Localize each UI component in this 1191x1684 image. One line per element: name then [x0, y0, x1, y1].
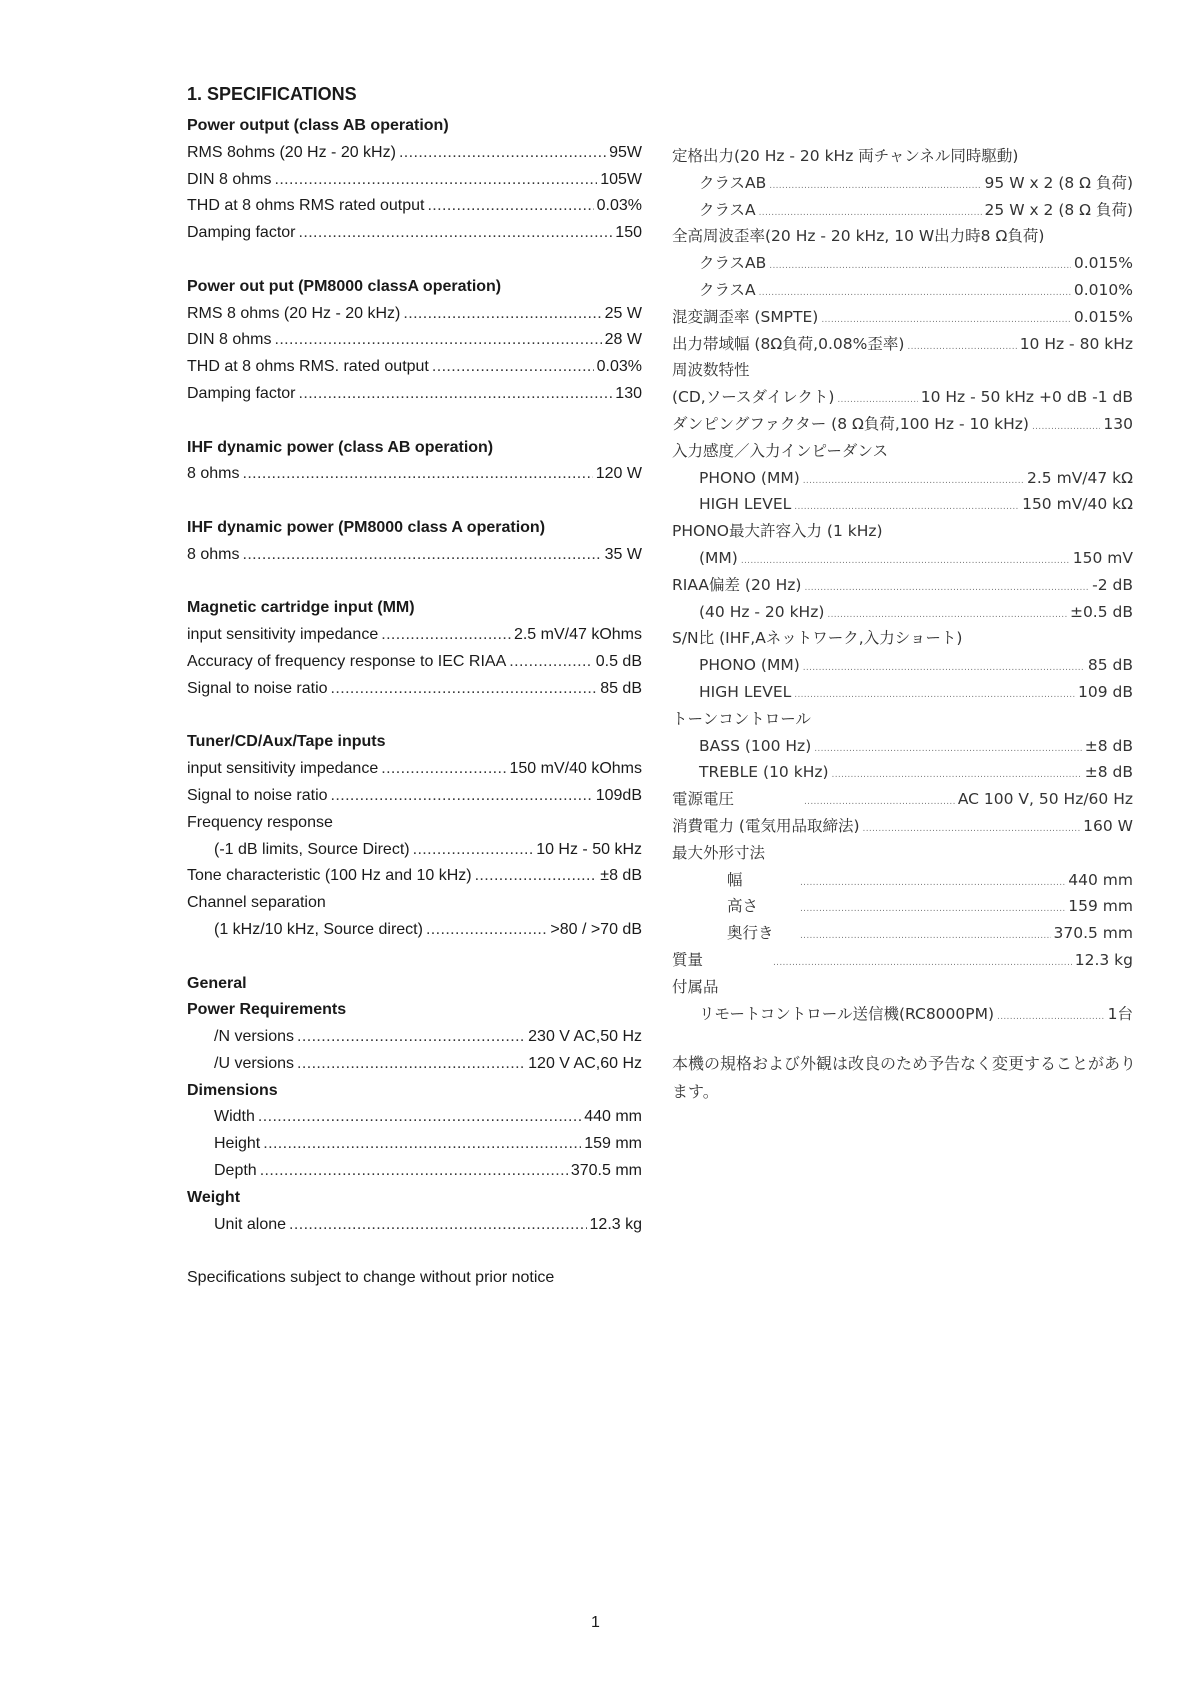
- section-heading: Power output (class AB operation): [187, 117, 449, 134]
- section-heading: IHF dynamic power (PM8000 class A operation): [187, 518, 546, 536]
- spec-text: S/N比 (IHF,Aネットワーク,入力ショート): [672, 629, 963, 648]
- spec-row: [187, 676, 642, 703]
- spec-label: Depth: [214, 1162, 257, 1180]
- spec-value: 0.015%: [1073, 307, 1133, 326]
- leader-dots: [794, 682, 1075, 709]
- leader-dots: [804, 789, 955, 816]
- spec-value: 85 dB: [600, 679, 642, 697]
- spec-row: [187, 327, 642, 354]
- leader-dots: [800, 923, 1051, 950]
- spec-value: 440 mm: [584, 1108, 642, 1126]
- spec-value: 1台: [1107, 1004, 1133, 1023]
- spec-label: 質量: [672, 950, 704, 969]
- leader-dots: [299, 220, 613, 247]
- spec-row: [672, 652, 1133, 679]
- spec-label: Height: [214, 1135, 261, 1153]
- spec-text: Channel separation: [187, 894, 326, 912]
- spec-value: 2.5 mV/47 kΩ: [1027, 468, 1133, 487]
- leader-dots: [297, 1051, 525, 1078]
- spec-label: 奥行き: [727, 924, 774, 943]
- spec-row: [187, 1158, 642, 1185]
- spec-value: ±8 dB: [1084, 763, 1133, 782]
- section-heading: General: [187, 974, 247, 992]
- spec-label: (MM): [699, 548, 738, 567]
- spacer: [187, 569, 642, 596]
- japanese-disclaimer: 本機の規格および外観は改良のため予告なく変更することがあります。: [672, 1054, 1137, 1101]
- spec-text: Frequency response: [187, 813, 333, 831]
- spec-value: 0.03%: [596, 358, 642, 376]
- leader-dots: [399, 140, 606, 167]
- spec-row: [672, 304, 1133, 331]
- leader-dots: [814, 736, 1082, 763]
- spec-label: RIAA偏差 (20 Hz): [672, 575, 802, 594]
- spec-row: [187, 354, 642, 381]
- leader-dots: [509, 649, 592, 676]
- leader-dots: [432, 354, 594, 381]
- section-heading: IHF dynamic power (class AB operation): [187, 438, 494, 456]
- leader-dots: [741, 548, 1070, 575]
- spec-value: 10 Hz - 80 kHz: [1019, 334, 1133, 353]
- spec-label: クラスA: [699, 200, 756, 219]
- spec-row: [672, 197, 1133, 224]
- leader-dots: [381, 756, 506, 783]
- leader-dots: [769, 253, 1071, 280]
- spec-value: 85 dB: [1087, 656, 1133, 675]
- spec-label: リモートコントロール送信機(RC8000PM): [699, 1004, 995, 1023]
- spec-row: [672, 277, 1133, 304]
- spec-label: 幅: [727, 870, 743, 889]
- spec-value: 2.5 mV/47 kOhms: [513, 626, 642, 644]
- spec-value: 130: [615, 384, 642, 402]
- spec-value: 109dB: [595, 786, 642, 804]
- spec-label: Signal to noise ratio: [187, 679, 328, 697]
- spec-label: /U versions: [214, 1054, 295, 1072]
- leader-dots: [331, 676, 598, 703]
- leader-dots: [759, 280, 1071, 307]
- spec-value: 28 W: [604, 331, 642, 349]
- leader-dots: [800, 896, 1065, 923]
- spec-label: RMS 8ohms (20 Hz - 20 kHz): [187, 143, 396, 161]
- spec-label: (1 kHz/10 kHz, Source direct): [214, 920, 423, 938]
- spec-label: (CD,ソースダイレクト): [672, 388, 835, 407]
- spec-value: 95 W x 2 (8 Ω 負荷): [984, 173, 1133, 192]
- spec-row: [672, 786, 1133, 813]
- spec-label: 高さ: [727, 897, 759, 916]
- section-heading: Magnetic cartridge input (MM): [187, 599, 415, 617]
- spec-row: [187, 649, 642, 676]
- spec-value: 109 dB: [1078, 682, 1133, 701]
- spacer: [187, 247, 642, 274]
- spec-row: [672, 867, 1133, 894]
- spec-label: 出力帯域幅 (8Ω負荷,0.08%歪率): [672, 334, 905, 353]
- spec-row: [187, 622, 642, 649]
- spec-label: 混変調歪率 (SMPTE): [672, 307, 819, 326]
- leader-dots: [242, 542, 601, 569]
- spec-value: 370.5 mm: [1053, 924, 1133, 943]
- spec-row: [187, 1051, 642, 1078]
- leader-dots: [863, 816, 1081, 843]
- spec-label: Unit alone: [214, 1215, 287, 1233]
- spec-label: THD at 8 ohms RMS. rated output: [187, 358, 429, 376]
- spec-value: 0.03%: [596, 197, 642, 215]
- spec-label: PHONO (MM): [699, 656, 800, 675]
- spec-text: 定格出力(20 Hz - 20 kHz 両チャンネル同時駆動): [672, 147, 1019, 165]
- spec-row: [187, 837, 642, 864]
- spec-value: 159 mm: [1068, 897, 1133, 916]
- leader-dots: [403, 301, 601, 328]
- spec-value: 10 Hz - 50 kHz +0 dB -1 dB: [920, 388, 1133, 407]
- spec-label: クラスAB: [699, 254, 767, 273]
- spec-row: [672, 813, 1133, 840]
- spec-label: input sensitivity impedance: [187, 626, 379, 644]
- spec-value: 12.3 kg: [1074, 950, 1133, 969]
- spec-value: 150 mV/40 kΩ: [1022, 495, 1133, 514]
- leader-dots: [803, 655, 1085, 682]
- leader-dots: [794, 494, 1019, 521]
- spec-value: 160 W: [1083, 816, 1133, 835]
- spec-row: [672, 679, 1133, 706]
- spec-row: [187, 1212, 642, 1239]
- spec-row: [672, 599, 1133, 626]
- spec-value: 230 V AC,50 Hz: [528, 1028, 642, 1046]
- leader-dots: [1032, 414, 1100, 441]
- spec-label: クラスAB: [699, 173, 767, 192]
- spec-row: [672, 733, 1133, 760]
- spec-row: [187, 756, 642, 783]
- leader-dots: [413, 837, 534, 864]
- spec-label: 8 ohms: [187, 465, 240, 483]
- leader-dots: [263, 1131, 581, 1158]
- spec-row: [187, 542, 642, 569]
- spec-value: AC 100 V, 50 Hz/60 Hz: [957, 790, 1133, 809]
- spec-row: [187, 193, 642, 220]
- spec-label: Accuracy of frequency response to IEC RIAA: [187, 652, 507, 670]
- spec-label: クラスA: [699, 280, 756, 299]
- leader-dots: [274, 327, 601, 354]
- spec-label: Tone characteristic (100 Hz and 10 kHz): [187, 867, 472, 885]
- spec-text: トーンコントロール: [672, 709, 811, 728]
- leader-dots: [803, 468, 1024, 495]
- spec-row: [187, 917, 642, 944]
- spec-row: [187, 140, 642, 167]
- section-heading: Power out put (PM8000 classA operation): [187, 277, 502, 295]
- spec-value: 25 W x 2 (8 Ω 負荷): [984, 200, 1133, 219]
- english-spec-column: [187, 113, 642, 1292]
- leader-dots: [258, 1104, 581, 1131]
- spec-label: DIN 8 ohms: [187, 331, 272, 349]
- spec-label: /N versions: [214, 1028, 295, 1046]
- spec-row: [187, 1024, 642, 1051]
- spec-row: [672, 170, 1133, 197]
- spec-row: [187, 783, 642, 810]
- section-heading: Tuner/CD/Aux/Tape inputs: [187, 733, 386, 751]
- spec-text: Specifications subject to change without prior notice: [187, 1269, 555, 1287]
- spec-label: HIGH LEVEL: [699, 495, 792, 514]
- leader-dots: [759, 200, 982, 227]
- leader-dots: [299, 381, 613, 408]
- spec-value: ±8 dB: [1084, 736, 1133, 755]
- leader-dots: [773, 950, 1072, 977]
- spec-label: input sensitivity impedance: [187, 760, 379, 778]
- section-heading: Power Requirements: [187, 1001, 347, 1019]
- leader-dots: [426, 917, 547, 944]
- spec-row: [672, 411, 1133, 438]
- spec-row: [672, 465, 1133, 492]
- spec-label: TREBLE (10 kHz): [699, 763, 829, 782]
- leader-dots: [997, 1004, 1105, 1031]
- spec-row: [672, 491, 1133, 518]
- leader-dots: [475, 863, 598, 890]
- leader-dots: [381, 622, 511, 649]
- spec-value: 150 mV: [1072, 548, 1133, 567]
- spec-label: HIGH LEVEL: [699, 682, 792, 701]
- leader-dots: [907, 334, 1016, 361]
- spec-row: [672, 947, 1133, 974]
- leader-dots: [800, 870, 1065, 897]
- spec-row: [672, 384, 1133, 411]
- leader-dots: [260, 1158, 568, 1185]
- spec-value: 105W: [600, 170, 642, 188]
- leader-dots: [837, 387, 917, 414]
- spec-value: ±8 dB: [600, 867, 642, 885]
- spec-value: 370.5 mm: [570, 1162, 642, 1180]
- spec-label: ダンピングファクター (8 Ω負荷,100 Hz - 10 kHz): [672, 414, 1029, 433]
- spec-value: 120 W: [595, 465, 642, 483]
- leader-dots: [297, 1024, 525, 1051]
- spec-label: DIN 8 ohms: [187, 170, 272, 188]
- spec-value: 12.3 kg: [589, 1215, 642, 1233]
- spec-row: [672, 1001, 1133, 1028]
- spec-value: >80 / >70 dB: [550, 920, 642, 938]
- page-number: 1: [591, 1614, 600, 1631]
- spec-label: Signal to noise ratio: [187, 786, 328, 804]
- spec-label: 電源電圧: [672, 790, 735, 809]
- spacer: [187, 703, 642, 730]
- spec-label: (40 Hz - 20 kHz): [699, 602, 825, 621]
- leader-dots: [821, 307, 1071, 334]
- japanese-spec-column: [672, 143, 1133, 1027]
- spec-value: 150: [615, 224, 642, 242]
- spec-value: -2 dB: [1092, 575, 1133, 594]
- section-heading: Weight: [187, 1188, 241, 1206]
- spec-row: [187, 167, 642, 194]
- leader-dots: [769, 173, 981, 200]
- spec-value: 0.5 dB: [595, 652, 642, 670]
- leader-dots: [804, 575, 1089, 602]
- spec-value: 10 Hz - 50 kHz: [536, 840, 642, 858]
- leader-dots: [274, 167, 597, 194]
- spec-value: 25 W: [604, 304, 642, 322]
- spec-row: [672, 545, 1133, 572]
- spec-label: THD at 8 ohms RMS rated output: [187, 197, 425, 215]
- leader-dots: [331, 783, 593, 810]
- leader-dots: [427, 193, 593, 220]
- spec-row: [672, 759, 1133, 786]
- spec-row: [187, 461, 642, 488]
- spec-value: 440 mm: [1068, 870, 1133, 889]
- spec-row: [672, 920, 1133, 947]
- spec-row: [187, 1104, 642, 1131]
- spec-label: 消費電力 (電気用品取締法): [672, 816, 860, 835]
- spec-value: 0.015%: [1073, 254, 1133, 273]
- leader-dots: [289, 1212, 586, 1239]
- spec-value: 120 V AC,60 Hz: [528, 1054, 642, 1072]
- spec-row: [672, 572, 1133, 599]
- spec-row: [187, 220, 642, 247]
- leader-dots: [827, 602, 1067, 629]
- spec-text: 全高周波歪率(20 Hz - 20 kHz, 10 W出力時8 Ω負荷): [672, 227, 1045, 246]
- spec-row: [672, 331, 1133, 358]
- spec-label: 8 ohms: [187, 545, 240, 563]
- spec-label: Damping factor: [187, 384, 296, 402]
- page-title: 1. SPECIFICATIONS: [187, 84, 357, 104]
- spec-row: [187, 381, 642, 408]
- spacer: [187, 1238, 642, 1265]
- spec-text: PHONO最大許容入力 (1 kHz): [672, 522, 883, 541]
- spec-row: [187, 863, 642, 890]
- spec-text: 入力感度／入力インピーダンス: [672, 441, 889, 460]
- spec-row: [187, 1131, 642, 1158]
- spacer: [187, 408, 642, 435]
- spec-value: 35 W: [604, 545, 642, 563]
- spacer: [187, 944, 642, 971]
- spacer: [187, 488, 642, 515]
- spec-label: Width: [214, 1108, 255, 1126]
- section-heading: Dimensions: [187, 1081, 278, 1099]
- spec-text: 付属品: [672, 977, 719, 996]
- spec-text: 周波数特性: [672, 361, 750, 380]
- spec-row: [672, 250, 1133, 277]
- spec-label: (-1 dB limits, Source Direct): [214, 840, 410, 858]
- leader-dots: [832, 762, 1082, 789]
- spec-value: ±0.5 dB: [1069, 602, 1133, 621]
- spec-value: 130: [1103, 414, 1133, 433]
- spec-text: 最大外形寸法: [672, 843, 766, 862]
- leader-dots: [242, 461, 592, 488]
- spec-label: RMS 8 ohms (20 Hz - 20 kHz): [187, 304, 401, 322]
- spec-value: 159 mm: [584, 1135, 642, 1153]
- spec-label: Damping factor: [187, 224, 296, 242]
- spec-row: [187, 301, 642, 328]
- spec-value: 150 mV/40 kOhms: [509, 760, 642, 778]
- spec-row: [672, 893, 1133, 920]
- spec-value: 95W: [609, 143, 642, 161]
- spec-value: 0.010%: [1073, 280, 1133, 299]
- spec-label: BASS (100 Hz): [699, 736, 812, 755]
- spec-label: PHONO (MM): [699, 468, 800, 487]
